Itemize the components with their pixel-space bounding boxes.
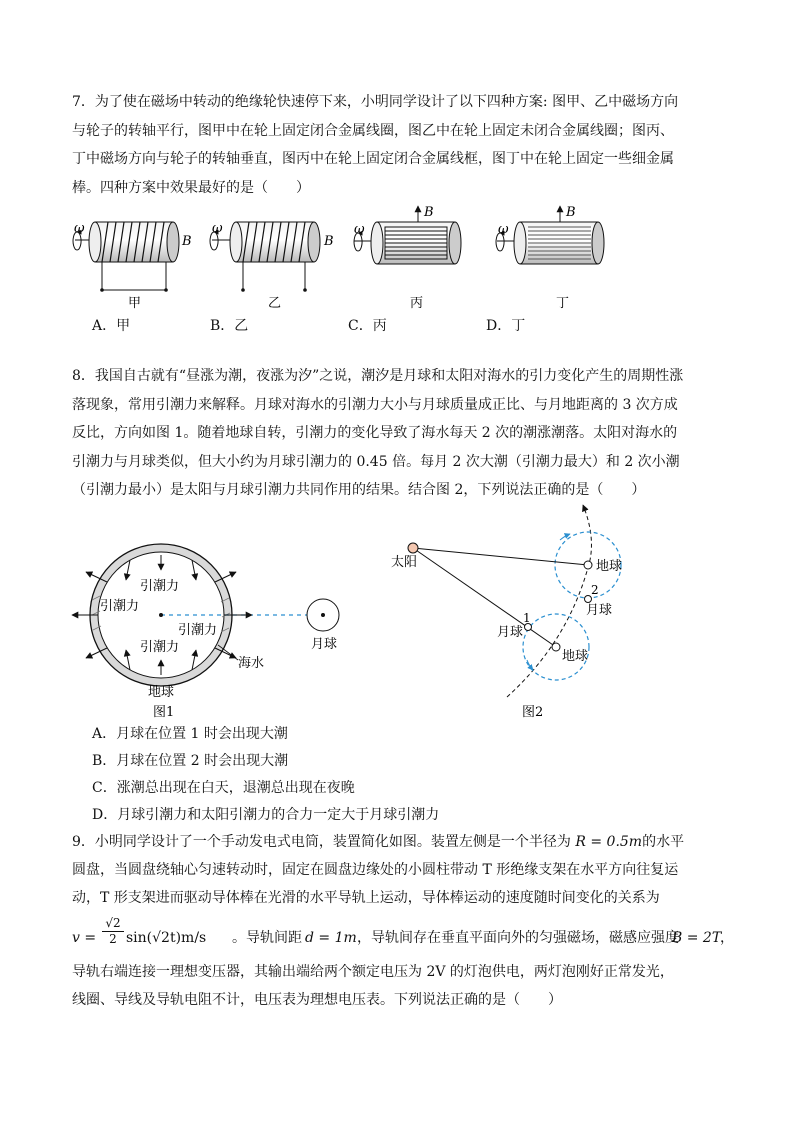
q9-d-expr: d = 1m: [305, 930, 357, 946]
q7-omega-2: ω: [212, 221, 223, 236]
q9-v-lhs: v =: [72, 930, 97, 946]
q9-line-1-text: 9．小明同学设计了一个手动发电式电筒，装置简化如图。装置左侧是一个半径为: [72, 834, 571, 850]
q7-b-label-1: B: [182, 234, 192, 249]
fig2-caption: 图2: [522, 705, 544, 720]
q8-figure-1: [72, 544, 339, 720]
q7-figure-bing: [354, 205, 461, 311]
q9-line-5: 导轨右端连接一理想变压器，其输出端给两个额定电压为 2V 的灯泡供电，两灯泡刚好正常发光，: [72, 964, 674, 980]
fig2-pos-1: 1: [523, 611, 531, 625]
q9-line-3: 动，T 形支架进而驱动导体棒在光滑的水平导轨上运动，导体棒运动的速度随时间变化的关系为: [72, 890, 660, 906]
q7-option-d[interactable]: D．丁: [486, 318, 526, 334]
fig2-pos-2: 2: [591, 583, 599, 597]
q8-option-b[interactable]: B．月球在位置 2 时会出现大潮: [92, 753, 289, 769]
q7-fig-label-jia: 甲: [128, 296, 142, 311]
fig1-force-label-top: 引潮力: [140, 579, 180, 594]
q7-line-3: 丁中磁场方向与轮子的转轴垂直，图丙中在轮上固定闭合金属线框，图丁中在轮上固定一些细金属: [72, 151, 674, 167]
q9-line-4-a: 。导轨间距: [232, 930, 302, 946]
q7-figure-ding: [496, 205, 604, 311]
q9-b-expr: B = 2T: [672, 930, 722, 946]
q9-radius-expr: R = 0.5m: [575, 834, 643, 850]
q9-line-1-end: 的水平: [642, 834, 685, 850]
q7-omega-1: ω: [74, 221, 85, 236]
q7-line-1: 7．为了使在磁场中转动的绝缘轮快速停下来，小明同学设计了以下四种方案: 图甲、乙中磁场方向: [72, 94, 679, 110]
q7-fig-label-yi: 乙: [268, 296, 282, 311]
q8-line-1: 8．我国自古就有“昼涨为潮，夜涨为汐”之说，潮汐是月球和太阳对海水的引力变化产生的周期性涨: [72, 368, 684, 384]
q9-fraction-num: √2: [102, 916, 124, 932]
fig1-earth-label: 地球: [148, 685, 175, 700]
fig1-sea-label: 海水: [238, 656, 265, 671]
q9-line-4-c: ，: [720, 930, 734, 946]
q8-line-3: 反比，方向如图 1。随着地球自转，引潮力的变化导致了海水每天 2 次的潮涨潮落。太阳对海水的: [72, 425, 678, 441]
q7-option-a[interactable]: A．甲: [92, 318, 131, 334]
fig1-force-label-right: 引潮力: [178, 623, 218, 638]
fig1-caption: 图1: [153, 705, 175, 720]
q8-option-d[interactable]: D．月球引潮力和太阳引潮力的合力一定大于月球引潮力: [92, 807, 440, 823]
q9-line-2: 圆盘，当圆盘绕轴心匀速转动时，固定在圆盘边缘处的小圆柱带动 T 形绝缘支架在水平方向往复运: [72, 862, 679, 878]
q9-line-4-b: ，导轨间存在垂直平面向外的匀强磁场，磁感应强度: [357, 930, 679, 946]
q9-line-4: [72, 916, 734, 954]
q8-line-4: 引潮力与月球类似，但大小约为月球引潮力的 0.45 倍。每月 2 次大潮（引潮力最大）和 2 次小潮: [72, 453, 680, 470]
q9-fraction: [102, 916, 124, 947]
q9-v-rhs: sin(√2t)m/s: [126, 930, 207, 946]
q7-line-2: 与轮子的转轴平行，图甲中在轮上固定闭合金属线圈，图乙中在轮上固定未闭合金属线圈；图丙、: [72, 122, 674, 139]
fig1-moon-label: 月球: [311, 637, 338, 652]
q7-line-4: 棒。四种方案中效果最好的是（ ）: [72, 179, 310, 196]
q7-b-label-3: B: [424, 205, 434, 220]
q7-omega-4: ω: [498, 222, 509, 237]
q9-line-6: 线圈、导线及导轨电阻不计，电压表为理想电压表。下列说法正确的是（ ）: [72, 992, 562, 1008]
fig2-earth-label-lower: 地球: [562, 649, 589, 664]
q7-b-label-4: B: [566, 205, 576, 220]
q8-line-2: 落现象，常用引潮力来解释。月球对海水的引潮力大小与月球质量成正比、与月地距离的 3 次方成: [72, 396, 678, 413]
fig1-force-label-left: 引潮力: [100, 599, 140, 614]
q8-figure-2: [391, 505, 622, 720]
q7-fig-label-ding: 丁: [556, 296, 570, 311]
q9-line-1: [72, 832, 732, 852]
q8-stem: [72, 362, 722, 505]
q7-fig-label-bing: 丙: [410, 296, 424, 311]
fig2-sun-label: 太阳: [391, 555, 418, 570]
q7-figure-jia: [73, 221, 192, 311]
q8-line-5: （引潮力最小）是太阳与月球引潮力共同作用的结果。结合图 2，下列说法正确的是（ ）: [72, 482, 646, 498]
q7-b-label-2: B: [324, 234, 334, 249]
fig2-earth-label-upper: 地球: [596, 559, 623, 574]
fig2-moon-label-2: 月球: [586, 603, 613, 618]
q8-option-c[interactable]: C．涨潮总出现在白天，退潮总出现在夜晚: [92, 780, 355, 796]
fig1-force-label-bottom: 引潮力: [140, 640, 180, 655]
q7-option-c[interactable]: C．丙: [348, 318, 387, 334]
fig2-moon-label-1: 月球: [497, 625, 524, 640]
q8-option-a[interactable]: A．月球在位置 1 时会出现大潮: [92, 726, 288, 742]
q7-omega-3: ω: [354, 222, 365, 237]
q7-figure-yi: [210, 221, 334, 311]
q7-option-b[interactable]: B．乙: [210, 318, 249, 334]
q9-fraction-den: 2: [109, 932, 117, 946]
